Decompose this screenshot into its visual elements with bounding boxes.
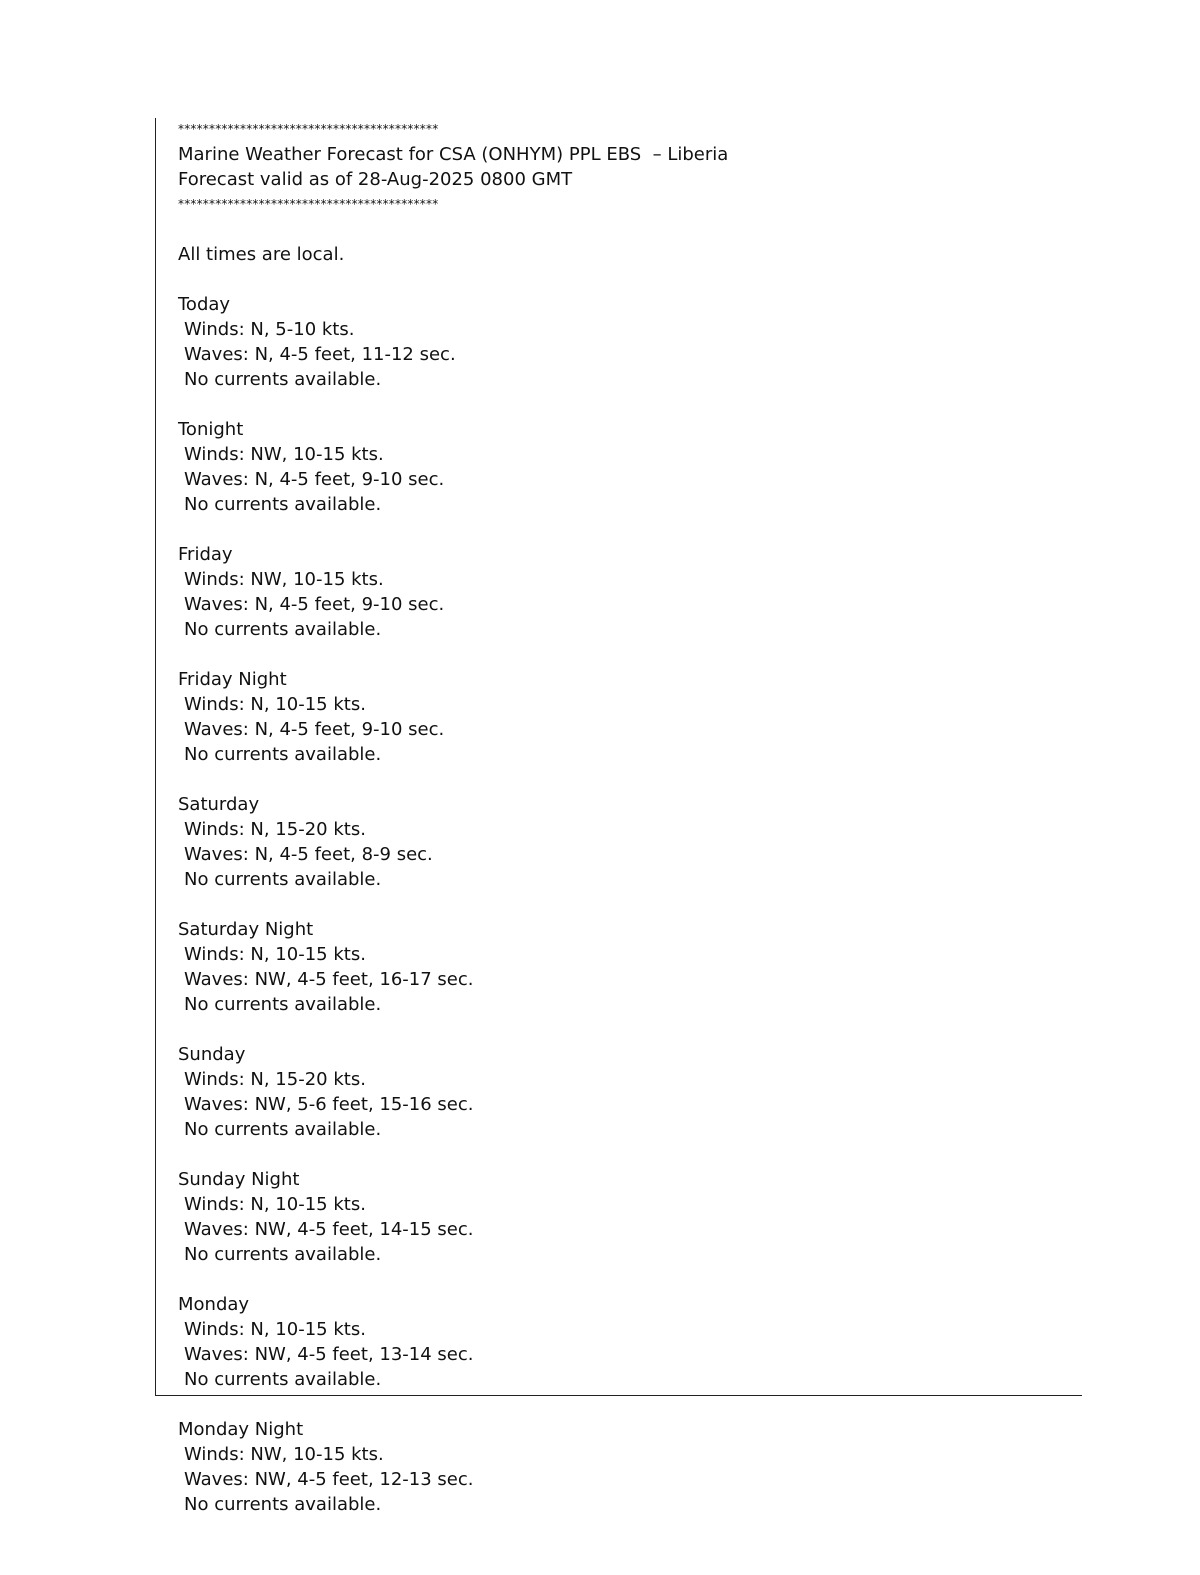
header-stars-bottom: ****************************************** <box>178 197 439 211</box>
forecast-period <box>178 792 1058 892</box>
period-winds: Winds: N, 15-20 kts. <box>184 819 366 840</box>
period-name: Sunday <box>178 1044 246 1065</box>
period-name: Sunday Night <box>178 1169 300 1190</box>
period-currents: No currents available. <box>184 869 382 890</box>
period-winds: Winds: N, 10-15 kts. <box>184 694 366 715</box>
period-name: Today <box>178 294 231 315</box>
period-winds: Winds: N, 15-20 kts. <box>184 1069 366 1090</box>
forecast-period <box>178 1167 1058 1267</box>
period-winds: Winds: NW, 10-15 kts. <box>184 1444 384 1465</box>
period-winds: Winds: NW, 10-15 kts. <box>184 444 384 465</box>
period-winds: Winds: N, 10-15 kts. <box>184 944 366 965</box>
period-waves: Waves: N, 4-5 feet, 9-10 sec. <box>184 469 445 490</box>
period-waves: Waves: N, 4-5 feet, 11-12 sec. <box>184 344 456 365</box>
forecast-period <box>178 292 1058 392</box>
forecast-period <box>178 1417 1058 1517</box>
period-waves: Waves: NW, 4-5 feet, 12-13 sec. <box>184 1469 474 1490</box>
period-name: Friday Night <box>178 669 287 690</box>
period-currents: No currents available. <box>184 1494 382 1515</box>
forecast-title: Marine Weather Forecast for CSA (ONHYM) PPL EBS – Liberia <box>178 144 729 165</box>
period-currents: No currents available. <box>184 619 382 640</box>
forecast-period <box>178 917 1058 1017</box>
forecast-period <box>178 542 1058 642</box>
period-waves: Waves: N, 4-5 feet, 9-10 sec. <box>184 594 445 615</box>
period-waves: Waves: N, 4-5 feet, 9-10 sec. <box>184 719 445 740</box>
header-stars-top: ****************************************** <box>178 122 439 136</box>
period-name: Monday <box>178 1294 250 1315</box>
period-winds: Winds: N, 10-15 kts. <box>184 1194 366 1215</box>
period-currents: No currents available. <box>184 1369 382 1390</box>
period-currents: No currents available. <box>184 494 382 515</box>
forecast-valid-time: Forecast valid as of 28-Aug-2025 0800 GMT <box>178 169 573 190</box>
period-currents: No currents available. <box>184 369 382 390</box>
period-waves: Waves: NW, 4-5 feet, 13-14 sec. <box>184 1344 474 1365</box>
period-name: Saturday <box>178 794 260 815</box>
period-name: Saturday Night <box>178 919 314 940</box>
forecast-period <box>178 667 1058 767</box>
period-currents: No currents available. <box>184 1244 382 1265</box>
forecast-text <box>178 117 1058 1517</box>
period-winds: Winds: NW, 10-15 kts. <box>184 569 384 590</box>
period-currents: No currents available. <box>184 744 382 765</box>
period-waves: Waves: N, 4-5 feet, 8-9 sec. <box>184 844 433 865</box>
forecast-period <box>178 1042 1058 1142</box>
forecast-period <box>178 1292 1058 1392</box>
period-currents: No currents available. <box>184 1119 382 1140</box>
period-winds: Winds: N, 10-15 kts. <box>184 1319 366 1340</box>
times-note: All times are local. <box>178 244 345 265</box>
period-name: Tonight <box>178 419 244 440</box>
frame-left-border <box>155 118 156 1396</box>
spacer <box>178 217 1058 242</box>
period-name: Friday <box>178 544 233 565</box>
period-waves: Waves: NW, 4-5 feet, 16-17 sec. <box>184 969 474 990</box>
forecast-period <box>178 417 1058 517</box>
period-name: Monday Night <box>178 1419 304 1440</box>
period-waves: Waves: NW, 5-6 feet, 15-16 sec. <box>184 1094 474 1115</box>
period-waves: Waves: NW, 4-5 feet, 14-15 sec. <box>184 1219 474 1240</box>
period-winds: Winds: N, 5-10 kts. <box>184 319 355 340</box>
period-currents: No currents available. <box>184 994 382 1015</box>
